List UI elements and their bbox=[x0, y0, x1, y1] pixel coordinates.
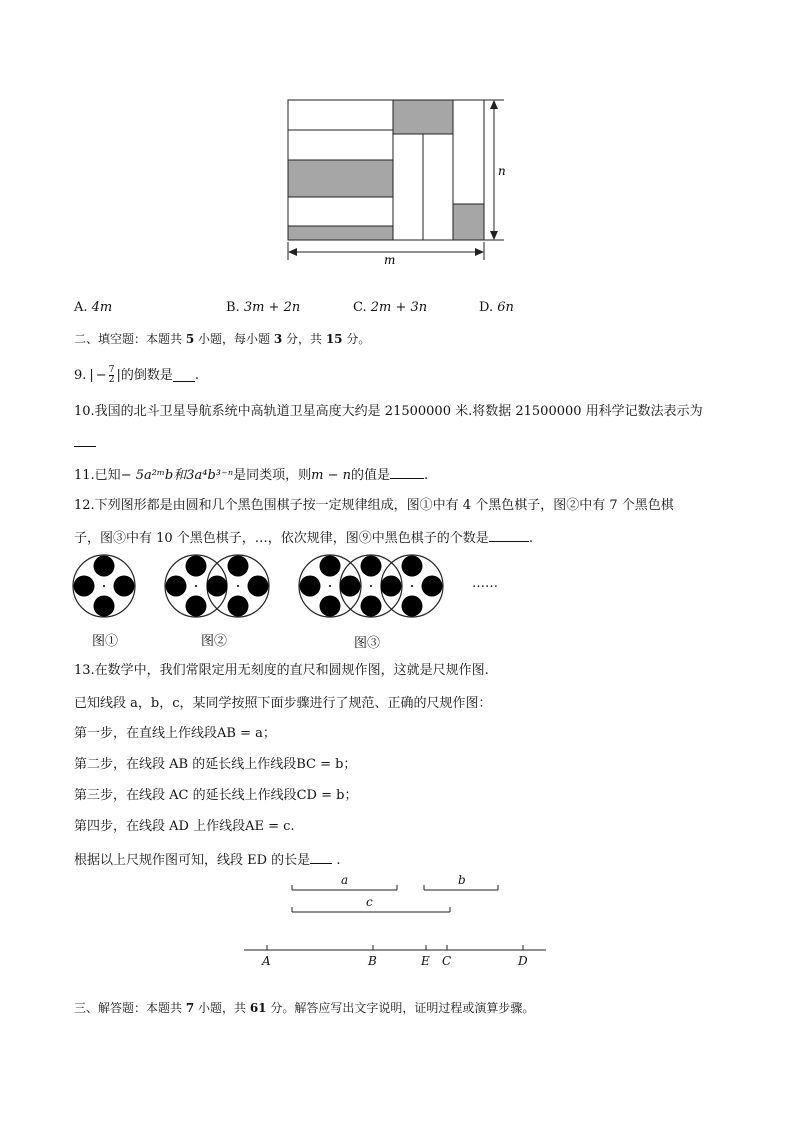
seg-label-b: b bbox=[458, 873, 466, 887]
question-10: 10.我国的北斗卫星导航系统中高轨道卫星高度大约是 21500000 米.将数据 21500000 用科学记数法表示为 bbox=[74, 404, 703, 419]
answer-blank-10 bbox=[74, 434, 96, 447]
segment-diagram bbox=[240, 866, 560, 970]
point-A: A bbox=[262, 954, 271, 968]
question-12-line2: 子，图③中有 10 个黑色棋子，…，依次规律，图⑨中黑色棋子的个数是 . bbox=[74, 531, 533, 546]
question-13-line2: 已知线段 a，b，c，某同学按照下面步骤进行了规范、正确的尺规作图： bbox=[74, 696, 492, 711]
option-b: B. 3m + 2n bbox=[226, 300, 301, 315]
rectangle-figure bbox=[280, 92, 520, 272]
question-9: 9. | − $\frac{7}{2}$ | 的倒数是 . bbox=[74, 365, 199, 385]
figure-label-2: 图② bbox=[201, 634, 228, 649]
question-11: 11.已知− 5a²ᵐb和3a⁴b³⁻ⁿ是同类项，则m − n的值是 . bbox=[74, 468, 429, 483]
section2-heading: 二、填空题：本题共 5 小题，每小题 3 分，共 15 分。 bbox=[74, 332, 371, 346]
seg-label-c: c bbox=[366, 895, 373, 909]
option-a: A. 4m bbox=[74, 300, 113, 315]
go-stones-figures bbox=[66, 548, 516, 658]
point-B: B bbox=[368, 954, 377, 968]
point-E: E bbox=[421, 954, 430, 968]
fraction-numerator: 7 bbox=[108, 365, 115, 375]
option-c: C. 2m + 3n bbox=[353, 300, 428, 315]
question-13-step4: 第四步，在线段 AD 上作线段AE = c. bbox=[74, 819, 295, 834]
figure-label-3: 图③ bbox=[354, 636, 381, 651]
point-C: C bbox=[442, 954, 452, 968]
question-12-line1: 12.下列图形都是由圆和几个黑色围棋子按一定规律组成，图①中有 4 个黑色棋子，图②中有 7 个黑色棋 bbox=[74, 498, 674, 513]
option-d: D. 6n bbox=[479, 300, 514, 315]
question-13-last: 根据以上尺规作图可知，线段 ED 的长是 . bbox=[74, 853, 341, 868]
fraction-denominator: 2 bbox=[108, 375, 115, 385]
section3-heading: 三、解答题：本题共 7 小题，共 61 分。解答应写出文字说明，证明过程或演算步骤。 bbox=[74, 1001, 535, 1015]
seg-label-a: a bbox=[341, 873, 349, 887]
question-13-step2: 第二步，在线段 AB 的延长线上作线段BC = b； bbox=[74, 757, 357, 772]
question-13-step1: 第一步，在直线上作线段AB = a； bbox=[74, 726, 276, 741]
ellipsis: …… bbox=[472, 576, 498, 591]
point-D: D bbox=[518, 954, 528, 968]
question-13-step3: 第三步，在线段 AC 的延长线上作线段CD = b； bbox=[74, 788, 358, 803]
question-13-line1: 13.在数学中，我们常限定用无刻度的直尺和圆规作图，这就是尺规作图. bbox=[74, 663, 489, 678]
label-m: m bbox=[384, 253, 396, 267]
figure-label-1: 图① bbox=[92, 634, 119, 649]
label-n: n bbox=[498, 164, 506, 178]
